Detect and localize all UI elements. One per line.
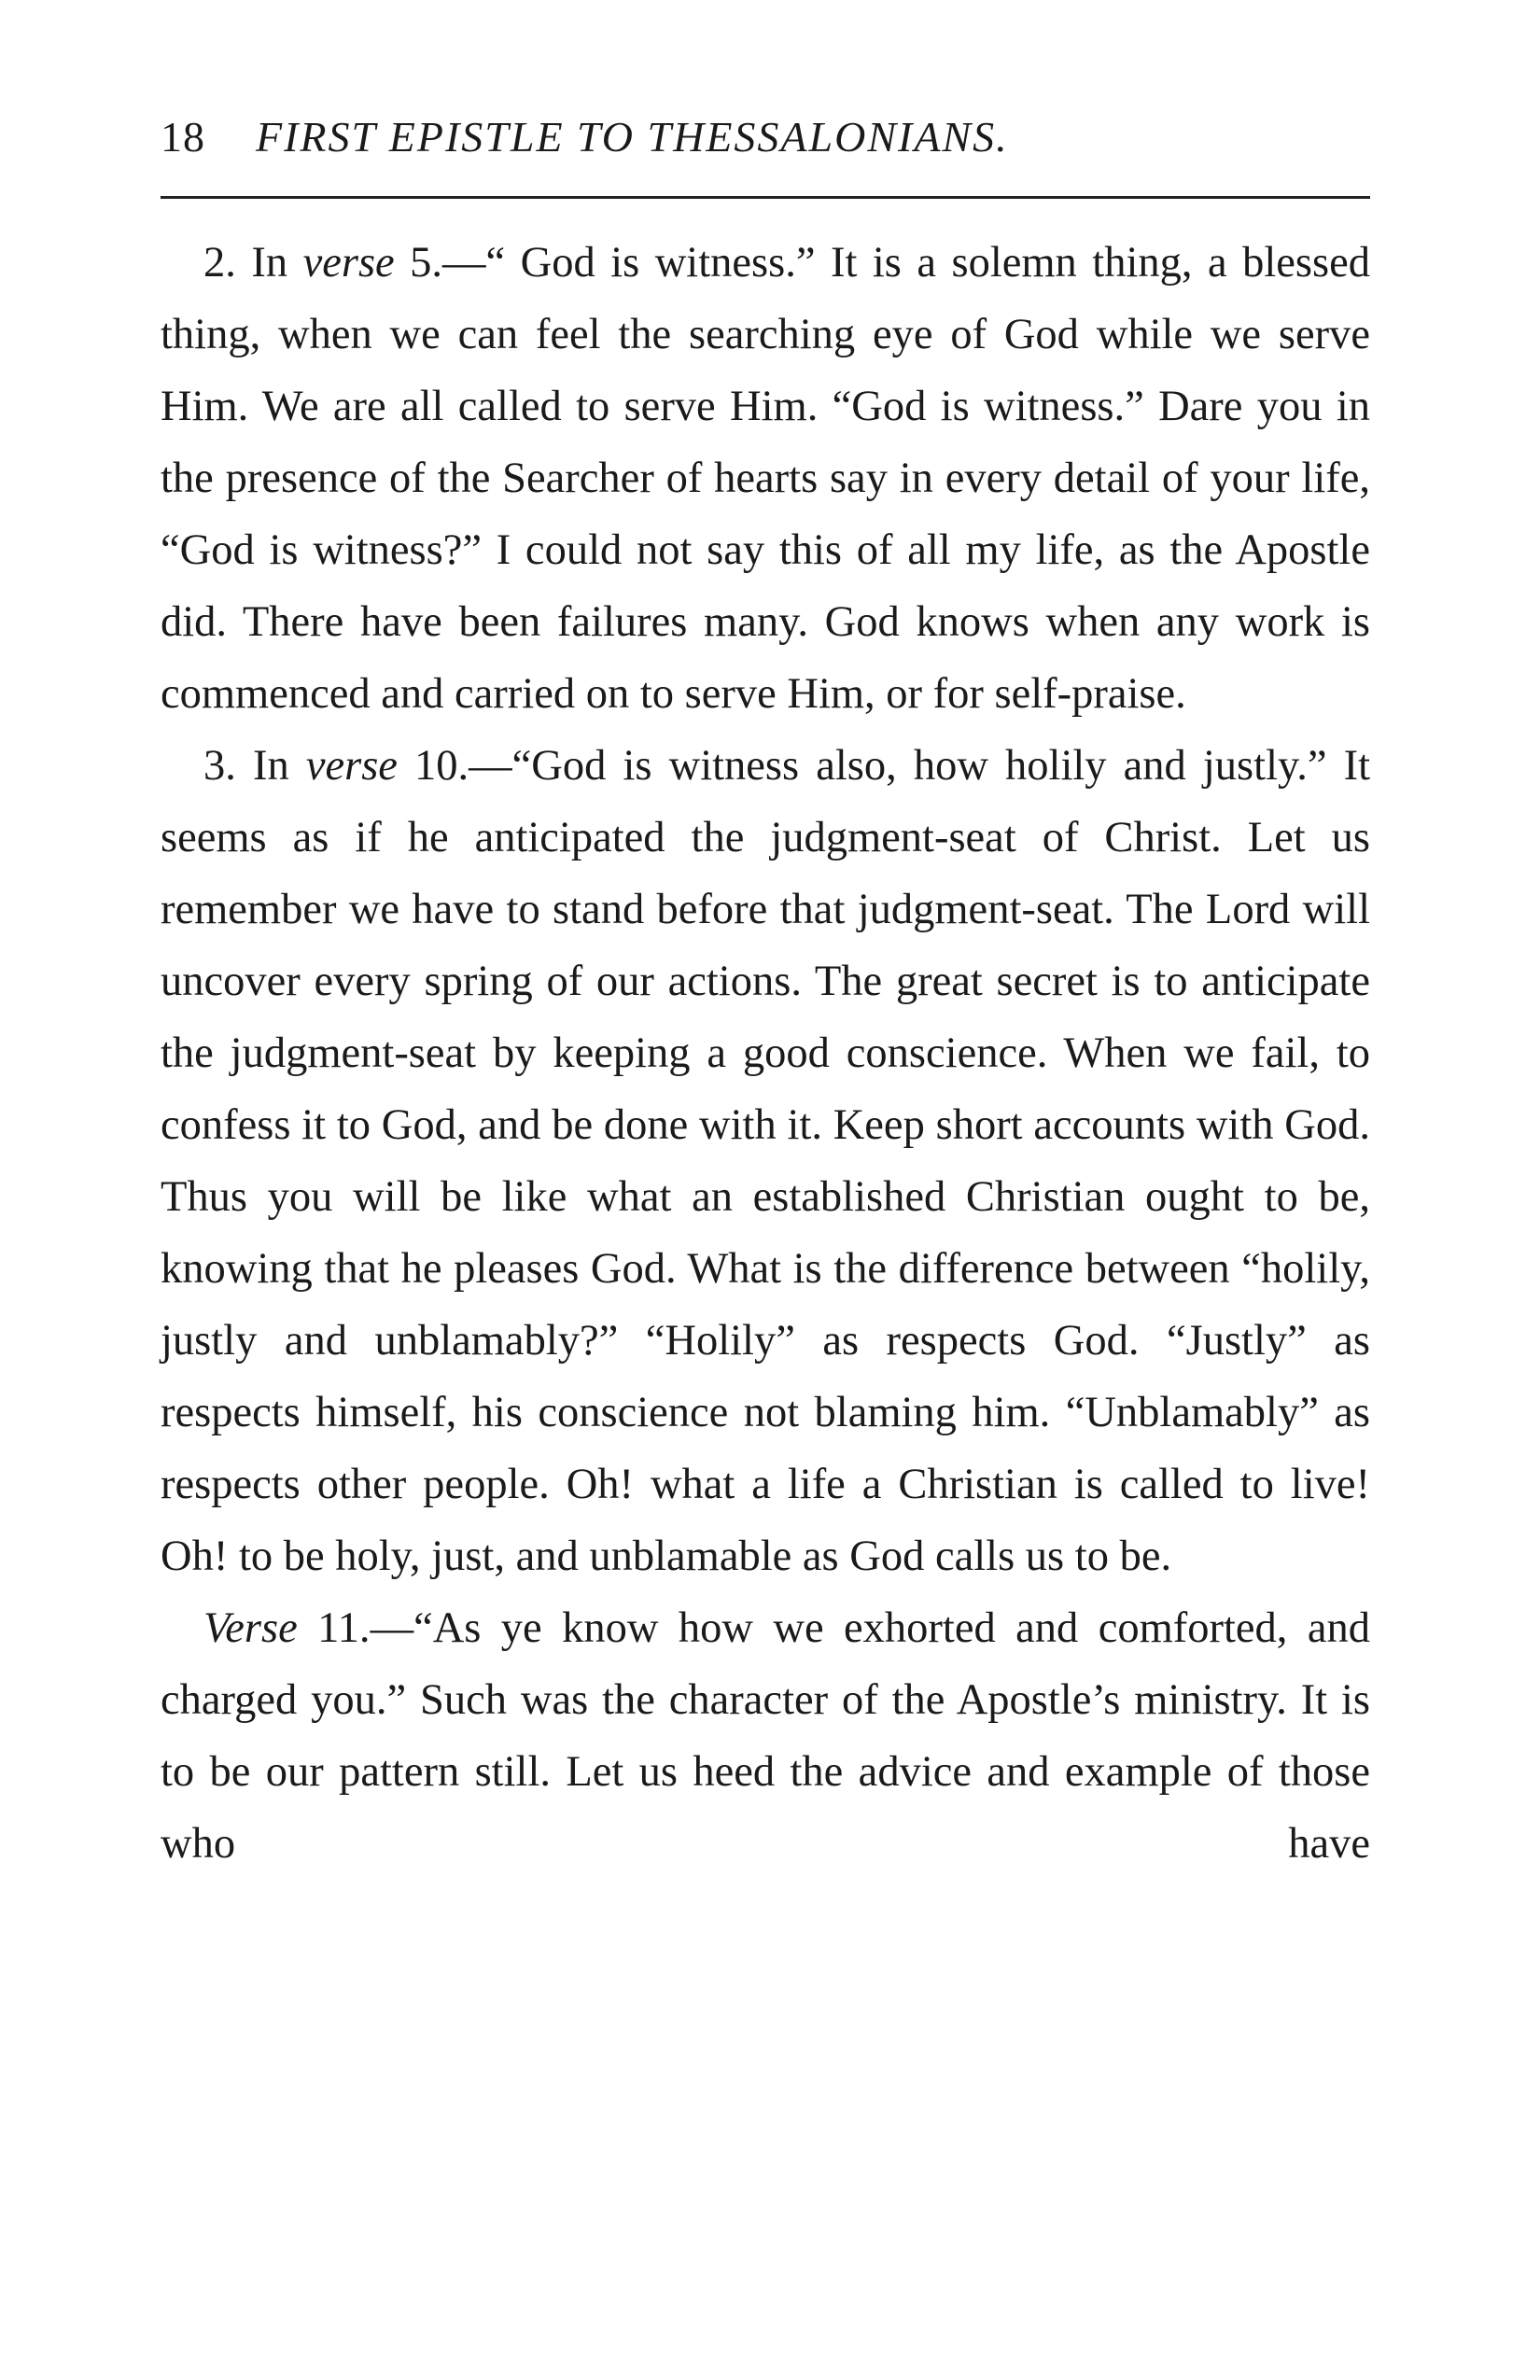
verse-ref-number: 5. bbox=[394, 239, 443, 287]
page-number: 18 bbox=[161, 113, 205, 161]
page bbox=[161, 105, 1370, 1880]
paragraph-text: —“As ye know how we exhorted and comforted, and charged you.” Such was the character of the Apostle’s ministry. It is to be our pattern still. Let us heed the advice and example of those who have bbox=[161, 1604, 1370, 1868]
verse-ref-prefix: In bbox=[251, 239, 303, 287]
paragraph-verse-10 bbox=[161, 730, 1370, 1592]
body-text bbox=[161, 227, 1370, 1880]
paragraph-text: —“ God is witness.” It is a solemn thing, a blessed thing, when we can feel the searching eye of God while we serve Him. We are all called to serve Him. “God is witness.” Dare you in the presence of the Searcher of hearts say in every detail of your life, “God is witness?” I could not say this of all my life, as the Apostle did. There have been failures many. God knows when any work is commenced and carried on to serve Him, or for self-praise. bbox=[161, 239, 1370, 718]
running-head bbox=[161, 105, 1370, 170]
verse-ref: verse bbox=[302, 239, 395, 287]
paragraph-text: —“God is witness also, how holily and justly.” It seems as if he anticipated the judgment-seat of Christ. Let us remember we have to stand before that judgment-seat. The Lord will uncover every spring of our actions. The great secret is to anticipate the judgment-seat by keeping a good conscience. When we fail, to confess it to God, and be done with it. Keep short accounts with God. Thus you will be like what an established Christian ought to be, knowing that he pleases God. What is the difference between “holily, justly and unblamably?” “Holily” as respects God. “Justly” as respects himself, his conscience not blaming him. “Unblamably” as respects other people. Oh! what a life a Christian is called to live! Oh! to be holy, just, and unblamable as God calls us to be. bbox=[161, 742, 1370, 1580]
verse-ref-number: 11. bbox=[297, 1604, 371, 1652]
paragraph-number: 3. bbox=[203, 742, 236, 790]
paragraph-number: 2. bbox=[203, 239, 236, 287]
verse-ref-prefix: In bbox=[252, 742, 306, 790]
paragraph-verse-5 bbox=[161, 227, 1370, 730]
running-title: FIRST EPISTLE TO THESSALONIANS. bbox=[256, 113, 1009, 161]
paragraph-verse-11 bbox=[161, 1592, 1370, 1880]
header-rule bbox=[161, 196, 1370, 199]
verse-ref-number: 10. bbox=[397, 742, 469, 790]
verse-ref: verse bbox=[305, 742, 398, 790]
verse-ref: Verse bbox=[203, 1604, 298, 1652]
